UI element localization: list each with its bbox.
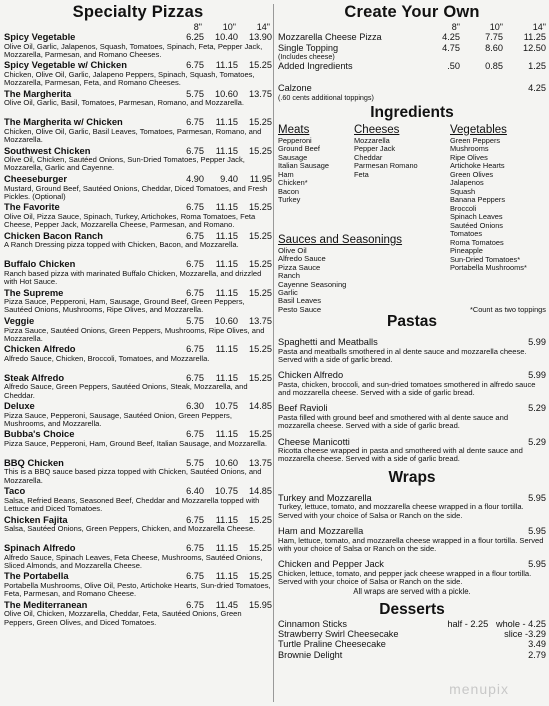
pizza-price: 15.25	[249, 202, 272, 213]
vegetables-heading: Vegetables	[450, 123, 507, 136]
wrap-name: Ham and Mozzarella	[278, 525, 364, 536]
pizza-price: 11.15	[215, 117, 238, 128]
pizza-name: The Favorite	[4, 202, 60, 213]
watermark-logo: menupix	[449, 681, 509, 697]
pizza-price: 15.25	[249, 429, 272, 440]
vegetables-item: Artichoke Hearts	[450, 161, 505, 171]
create-your-own	[278, 22, 546, 102]
meats-item: Ham	[278, 169, 294, 179]
pizza-item	[4, 288, 272, 316]
cyo-size-header	[278, 22, 546, 32]
pizza-price: 15.25	[249, 571, 272, 582]
pizza-description: Olive Oil, Chicken, Mozzarella, Cheddar, Feta, Sautéed Onions, Green Peppers, Green Olives, and Diced Tomatoes.	[4, 609, 242, 627]
pizza-price: 15.95	[249, 599, 272, 610]
pizza-description: Mustard, Ground Beef, Sautéed Onions, Cheddar, Diced Tomatoes, and Fresh Pickles. (Optional)	[4, 183, 268, 201]
pasta-name: Spaghetti and Meatballs	[278, 337, 378, 347]
pizza-price: 13.90	[249, 32, 272, 42]
pasta-name: Chicken Alfredo	[278, 370, 344, 381]
vegetables-item: Jalapenos	[450, 178, 484, 188]
pizza-price: 13.75	[249, 457, 272, 468]
pizza-price: 6.75	[186, 60, 204, 71]
pizza-name: Chicken Alfredo	[4, 344, 76, 355]
pizza-description: Portabella Mushrooms, Olive Oil, Pesto, Artichoke Hearts, Sun-dried Tomatoes, Feta, Parmesan, and Romano Cheese.	[4, 581, 271, 599]
dessert-price: half - 2.25 whole - 4.25	[447, 618, 546, 629]
pizza-item	[4, 146, 272, 174]
pizza-description: Chicken, Olive Oil, Garlic, Basil Leaves, Tomatoes, Parmesan, Romano, and Mozzarella.	[4, 126, 262, 145]
pizza-item	[4, 571, 272, 599]
sauces-item: Basil Leaves	[278, 296, 322, 306]
pizza-description: Chicken, Olive Oil, Garlic, Jalapeno Peppers, Spinach, Squash, Tomatoes, Mozzarella, Parmesan, Feta, and Romano Cheeses.	[4, 69, 255, 88]
pizza-price: 6.75	[186, 514, 204, 525]
dessert-row	[278, 619, 546, 629]
cheeses-item: Mozzarella	[354, 135, 390, 145]
pizza-price: 5.75	[186, 457, 204, 468]
pizza-description: Pizza Sauce, Pepperoni, Ham, Sausage, Ground Beef, Green Peppers, Sautéed Onions, Mushrooms, Ripe Olives, and Mozzarella.	[4, 297, 245, 315]
pizza-price: 6.30	[186, 401, 204, 412]
pizza-description: Salsa, Sautéed Onions, Green Peppers, Chicken, and Mozzarella Cheese.	[4, 524, 256, 534]
pizza-price: 11.15	[215, 344, 238, 355]
pizza-price: 5.75	[186, 88, 204, 99]
pasta-price: 5.99	[528, 370, 546, 381]
pizza-price: 5.75	[186, 315, 204, 326]
pizza-price: 11.15	[215, 259, 238, 270]
sauces-block	[278, 234, 450, 314]
size-14: 14"	[256, 22, 270, 32]
pizza-price: 4.90	[186, 173, 204, 184]
pasta-item	[278, 403, 546, 430]
pizza-item	[4, 458, 272, 486]
pasta-item	[278, 370, 546, 397]
pizza-name: BBQ Chicken	[4, 457, 64, 468]
pizza-price: 15.25	[249, 287, 272, 298]
wrap-description: Chicken, lettuce, tomato, and pepper jack cheese wrapped in a flour tortilla. Served with your choice of Salsa or Ranch on the side.	[278, 568, 532, 587]
pizza-list	[4, 32, 272, 628]
pasta-item	[278, 337, 546, 364]
pizza-price: 10.75	[215, 401, 238, 412]
pizza-name: Veggie	[4, 315, 35, 326]
pizza-name: Steak Alfredo	[4, 372, 65, 383]
pasta-item	[278, 437, 546, 464]
specialty-pizzas-column	[4, 0, 272, 628]
cyo-row: Mozzarella Cheese Pizza 4.25 7.75 11.25	[278, 32, 546, 42]
wrap-name: Chicken and Pepper Jack	[278, 559, 384, 570]
dessert-price: slice -3.29	[504, 629, 546, 640]
vegetables-item: Squash	[450, 186, 476, 196]
wrap-item	[278, 526, 546, 553]
pizza-price: 15.25	[249, 514, 272, 525]
vegetables-item: Broccoli	[450, 203, 477, 213]
pizza-name: Spicy Vegetable w/ Chicken	[4, 60, 127, 71]
pizza-price: 6.40	[186, 486, 204, 497]
pizza-item	[4, 515, 272, 543]
pizza-item	[4, 202, 272, 230]
dessert-list	[278, 619, 546, 661]
pizza-price: 6.75	[186, 372, 204, 383]
pizza-description: Alfredo Sauce, Green Peppers, Sautéed Onions, Steak, Mozzarella, and Cheddar.	[4, 382, 248, 400]
cyo-size-14: 14"	[532, 22, 546, 32]
pizza-item	[4, 373, 272, 401]
pizza-item	[4, 401, 272, 429]
pizza-price: 6.75	[186, 287, 204, 298]
dessert-row	[278, 639, 546, 649]
pastas-title: Pastas	[387, 313, 437, 330]
pizza-price: 15.25	[249, 60, 272, 71]
pizza-description: A Ranch Dressing pizza topped with Chicken, Bacon, and Mozzarella.	[4, 240, 239, 250]
pizza-price: 15.25	[249, 344, 272, 355]
pizza-price: 6.75	[186, 599, 204, 610]
wrap-list	[278, 493, 546, 587]
dessert-name: Cinnamon Sticks	[278, 618, 347, 629]
pizza-price: 11.15	[215, 287, 238, 298]
sauces-item: Olive Oil	[278, 246, 307, 255]
pizza-name: The Margherita	[4, 88, 72, 99]
cheeses-item: Feta	[354, 169, 369, 179]
pizza-description: Alfredo Sauce, Spinach Leaves, Feta Cheese, Mushrooms, Sautéed Onions, Sliced Almonds, and Mozzarella Cheese.	[4, 552, 263, 570]
calzone-row: Calzone 4.25	[278, 83, 546, 94]
column-divider	[273, 4, 274, 702]
vegetables-item: Green Peppers	[450, 135, 501, 145]
pizza-price: 15.25	[249, 372, 272, 383]
calzone-note: (.60 cents additional toppings)	[278, 92, 374, 102]
vegetables-item: Sautéed Onions	[450, 220, 504, 230]
pizza-name: Spinach Alfredo	[4, 543, 76, 554]
pasta-price: 5.29	[528, 403, 546, 414]
pizza-price: 13.75	[249, 88, 272, 99]
sauces-item: Cayenne Seasoning	[278, 279, 347, 289]
pizza-price: 11.45	[215, 599, 238, 610]
pizza-price: 10.60	[215, 315, 238, 326]
pizza-price: 15.25	[249, 259, 272, 270]
wrap-description: Turkey, lettuce, tomato, and mozzarella cheese wrapped in a flour tortilla. Served with your choice of Salsa or Ranch on the side.	[278, 502, 524, 520]
pizza-price: 6.75	[186, 344, 204, 355]
pizza-item	[4, 259, 272, 287]
pizza-price: 11.15	[215, 514, 238, 525]
pastas-section	[278, 312, 546, 660]
pizza-name: The Mediterranean	[4, 599, 88, 610]
vegetables-item: Roma Tomatoes	[450, 237, 504, 247]
pasta-description: Ricotta cheese wrapped in pasta and smothered with al dente sauce and mozzarella cheese. Served with a side of garlic bread.	[278, 446, 523, 464]
wrap-price: 5.95	[528, 492, 546, 503]
pizza-price: 6.75	[186, 543, 204, 554]
pizza-name: Spicy Vegetable	[4, 32, 76, 42]
pizza-price: 15.25	[249, 145, 272, 156]
pizza-name: Bubba's Choice	[4, 429, 75, 440]
wrap-item	[278, 559, 546, 586]
pizza-description: Olive Oil, Garlic, Basil, Tomatoes, Parmesan, Romano, and Mozzarella.	[4, 98, 244, 108]
desserts-title: Desserts	[379, 600, 445, 618]
cheeses-list	[354, 137, 450, 180]
meats-item: Turkey	[278, 195, 301, 205]
pizza-price: 6.75	[186, 202, 204, 213]
pizza-price: 15.25	[249, 117, 272, 128]
vegetables-item: Portabella Mushrooms*	[450, 263, 527, 273]
pizza-price: 14.85	[249, 401, 272, 412]
pizza-item	[4, 117, 272, 145]
wraps-title: Wraps	[388, 468, 436, 486]
wraps-note: All wraps are served with a pickle.	[353, 587, 471, 597]
pizza-description: This is a BBQ sauce based pizza topped with Chicken, Sautéed Onions, and Mozzarella.	[4, 467, 262, 485]
sauces-heading: Sauces and Seasonings	[278, 234, 403, 246]
pizza-price: 11.95	[249, 173, 272, 184]
pasta-price: 5.29	[528, 436, 546, 447]
pizza-price: 6.75	[186, 145, 204, 156]
pizza-name: Chicken Bacon Ranch	[4, 230, 103, 241]
wrap-description: Ham, lettuce, tomato, and mozzarella cheese wrapped in a flour tortilla. Served with your choice of Salsa or Ranch on the side.	[278, 535, 544, 553]
pizza-name: Cheeseburger	[4, 173, 68, 184]
pasta-price: 5.99	[528, 337, 546, 347]
pizza-description: Salsa, Refried Beans, Seasoned Beef, Cheddar and Mozzarella topped with Lettuce and Diced Tomatoes.	[4, 495, 260, 514]
pizza-price: 11.15	[215, 571, 238, 582]
pizza-item	[4, 32, 272, 60]
wrap-price: 5.95	[528, 559, 546, 570]
cheeses-heading: Cheeses	[354, 123, 400, 136]
pizza-price: 10.60	[215, 457, 238, 468]
pizza-price: 15.25	[249, 543, 272, 554]
vegetables-item: Mushrooms	[450, 144, 489, 154]
sauces-item: Pizza Sauce	[278, 262, 321, 272]
pizza-price: 6.25	[186, 32, 204, 42]
sauces-item: Alfredo Sauce	[278, 254, 326, 264]
wrap-name: Turkey and Mozzarella	[278, 492, 372, 503]
pizza-description: Pizza Sauce, Pepperoni, Ham, Ground Beef, Italian Sausage, and Mozzarella.	[4, 439, 267, 449]
pizza-price: 6.75	[186, 571, 204, 582]
vegetables-item: Spinach Leaves	[450, 212, 503, 222]
pizza-price: 11.15	[215, 202, 238, 213]
cheeses-item: Parmesan Romano	[354, 161, 418, 171]
pizza-price: 14.85	[249, 486, 272, 497]
pizza-description: Alfredo Sauce, Chicken, Broccoli, Tomatoes, and Mozzarella.	[4, 353, 210, 363]
pizza-name: Taco	[4, 486, 26, 497]
cyo-row: Single Topping 4.75 8.60 12.50	[278, 42, 546, 53]
meats-item: Ground Beef	[278, 144, 320, 154]
size-header	[4, 22, 272, 32]
count-note: *Count as two toppings	[469, 305, 546, 314]
dessert-name: Strawberry Swirl Cheesecake	[278, 629, 399, 640]
pizza-name: Deluxe	[4, 401, 35, 412]
pizza-price: 9.40	[220, 173, 238, 184]
pizza-item	[4, 231, 272, 259]
cheeses-item: Cheddar	[354, 152, 383, 162]
pizza-price: 11.15	[215, 145, 238, 156]
pasta-row	[278, 337, 546, 348]
pizza-price: 6.75	[186, 117, 204, 128]
pasta-name: Cheese Manicotti	[278, 436, 350, 447]
sauces-item: Ranch	[278, 271, 300, 281]
wrap-item	[278, 493, 546, 520]
wrap-price: 5.95	[528, 525, 546, 536]
meats-item: Chicken*	[278, 178, 308, 188]
sauces-item: Pesto Sauce	[278, 304, 322, 314]
pizza-name: The Margherita w/ Chicken	[4, 117, 123, 128]
pizza-price: 6.75	[186, 230, 204, 241]
pizza-name: Buffalo Chicken	[4, 259, 76, 270]
wrap-row	[278, 526, 546, 537]
pizza-price: 11.15	[215, 230, 238, 241]
pizza-price: 11.15	[215, 543, 238, 554]
meats-item: Italian Sausage	[278, 161, 329, 171]
pizza-name: The Portabella	[4, 571, 69, 582]
pizza-description: Olive Oil, Garlic, Jalapenos, Squash, Tomatoes, Spinach, Feta, Pepper Jack, Mozzarella, Parmesan, and Romano Cheeses.	[4, 41, 263, 59]
pizza-description: Olive Oil, Pizza Sauce, Spinach, Turkey, Artichokes, Roma Tomatoes, Feta Cheese, Pepper Jack, Mozzarella Cheese, Parmesan, and Romano.	[4, 211, 256, 230]
pasta-description: Pasta and meatballs smothered in al dente sauce and mozzarella cheese. Served with a side of garlic bread.	[278, 346, 527, 364]
pizza-item	[4, 60, 272, 88]
meats-heading: Meats	[278, 123, 310, 136]
pizza-item	[4, 174, 272, 202]
pizza-item	[4, 600, 272, 628]
pizza-price: 10.60	[215, 88, 238, 99]
meats-item: Sausage	[278, 152, 308, 162]
includes-note: (Includes cheese)	[278, 52, 335, 62]
pizza-price: 10.40	[215, 32, 238, 42]
pizza-name: Chicken Fajita	[4, 514, 68, 525]
ingredients-title: Ingredients	[370, 103, 454, 121]
right-column	[278, 0, 546, 660]
cheeses-item: Pepper Jack	[354, 144, 396, 154]
dessert-name: Turtle Praline Cheesecake	[278, 639, 386, 650]
create-your-own-title: Create Your Own	[344, 3, 480, 21]
dessert-name: Brownie Delight	[278, 649, 343, 660]
pizza-description: Ranch based pizza with marinated Buffalo Chicken, Mozzarella, and drizzled with Hot Sauce.	[4, 268, 262, 287]
size-8: 8"	[193, 22, 202, 32]
pizza-price: 11.15	[215, 60, 238, 71]
meats-list	[278, 137, 354, 205]
pizza-row	[4, 32, 272, 43]
pizza-item	[4, 316, 272, 344]
pizza-item	[4, 486, 272, 514]
pizza-description: Pizza Sauce, Pepperoni, Sausage, Sautéed Onion, Green Peppers, Mushrooms, and Mozzarella.	[4, 410, 232, 428]
pizza-row	[4, 316, 272, 327]
sauces-list	[278, 247, 450, 314]
vegetables-item: Banana Peppers	[450, 195, 506, 205]
pizza-item	[4, 89, 272, 117]
pizza-name: Southwest Chicken	[4, 145, 91, 156]
vegetables-item: Tomatoes	[450, 229, 483, 239]
cyo-size-10: 10"	[489, 22, 503, 32]
vegetables-item: Green Olives	[450, 169, 494, 179]
pizza-price: 6.75	[186, 429, 204, 440]
dessert-price: 2.79	[528, 649, 546, 660]
vegetables-item: Sun-Dried Tomatoes*	[450, 254, 521, 264]
pizza-price: 13.75	[249, 315, 272, 326]
pizza-item	[4, 543, 272, 571]
dessert-row	[278, 650, 546, 660]
pizza-description: Olive Oil, Chicken, Sautéed Onions, Sun-Dried Tomatoes, Pepper Jack, Mozzarella, Garlic and Cayenne.	[4, 155, 245, 173]
dessert-price: 3.49	[528, 639, 546, 650]
pizza-description: Pizza Sauce, Sautéed Onions, Green Peppers, Mushrooms, Ripe Olives, and Mozzarella.	[4, 325, 265, 343]
pasta-list	[278, 337, 546, 464]
cyo-row: Added Ingredients .50 0.85 1.25	[278, 60, 546, 71]
vegetables-list	[450, 137, 546, 273]
pizza-price: 6.75	[186, 259, 204, 270]
pizza-item	[4, 429, 272, 457]
vegetables-col	[450, 124, 546, 273]
pizza-price: 11.15	[215, 429, 238, 440]
pizza-price: 10.75	[215, 486, 238, 497]
meats-item: Pepperoni	[278, 135, 312, 145]
vegetables-item: Pineapple	[450, 246, 483, 256]
size-10: 10"	[222, 22, 236, 32]
dessert-row	[278, 629, 546, 639]
pasta-description: Pasta, chicken, broccoli, and sun-dried tomatoes smothered in alfredo sauce and mozzarella cheese. Served with a side of garlic bread.	[278, 379, 536, 398]
pizza-name: The Supreme	[4, 287, 64, 298]
pasta-name: Beef Ravioli	[278, 403, 328, 414]
pizza-price: 15.25	[249, 230, 272, 241]
pizza-item	[4, 344, 272, 372]
vegetables-item: Ripe Olives	[450, 152, 488, 162]
sauces-item: Garlic	[278, 288, 298, 298]
pizza-price: 11.15	[215, 372, 238, 383]
pasta-description: Pasta filled with ground beef and smothered with al dente sauce and mozzarella cheese. Served with a side of garlic bread.	[278, 412, 509, 431]
meats-item: Bacon	[278, 186, 299, 196]
pizza-row	[4, 174, 272, 185]
cyo-size-8: 8"	[451, 22, 460, 32]
specialty-title: Specialty Pizzas	[72, 3, 204, 21]
